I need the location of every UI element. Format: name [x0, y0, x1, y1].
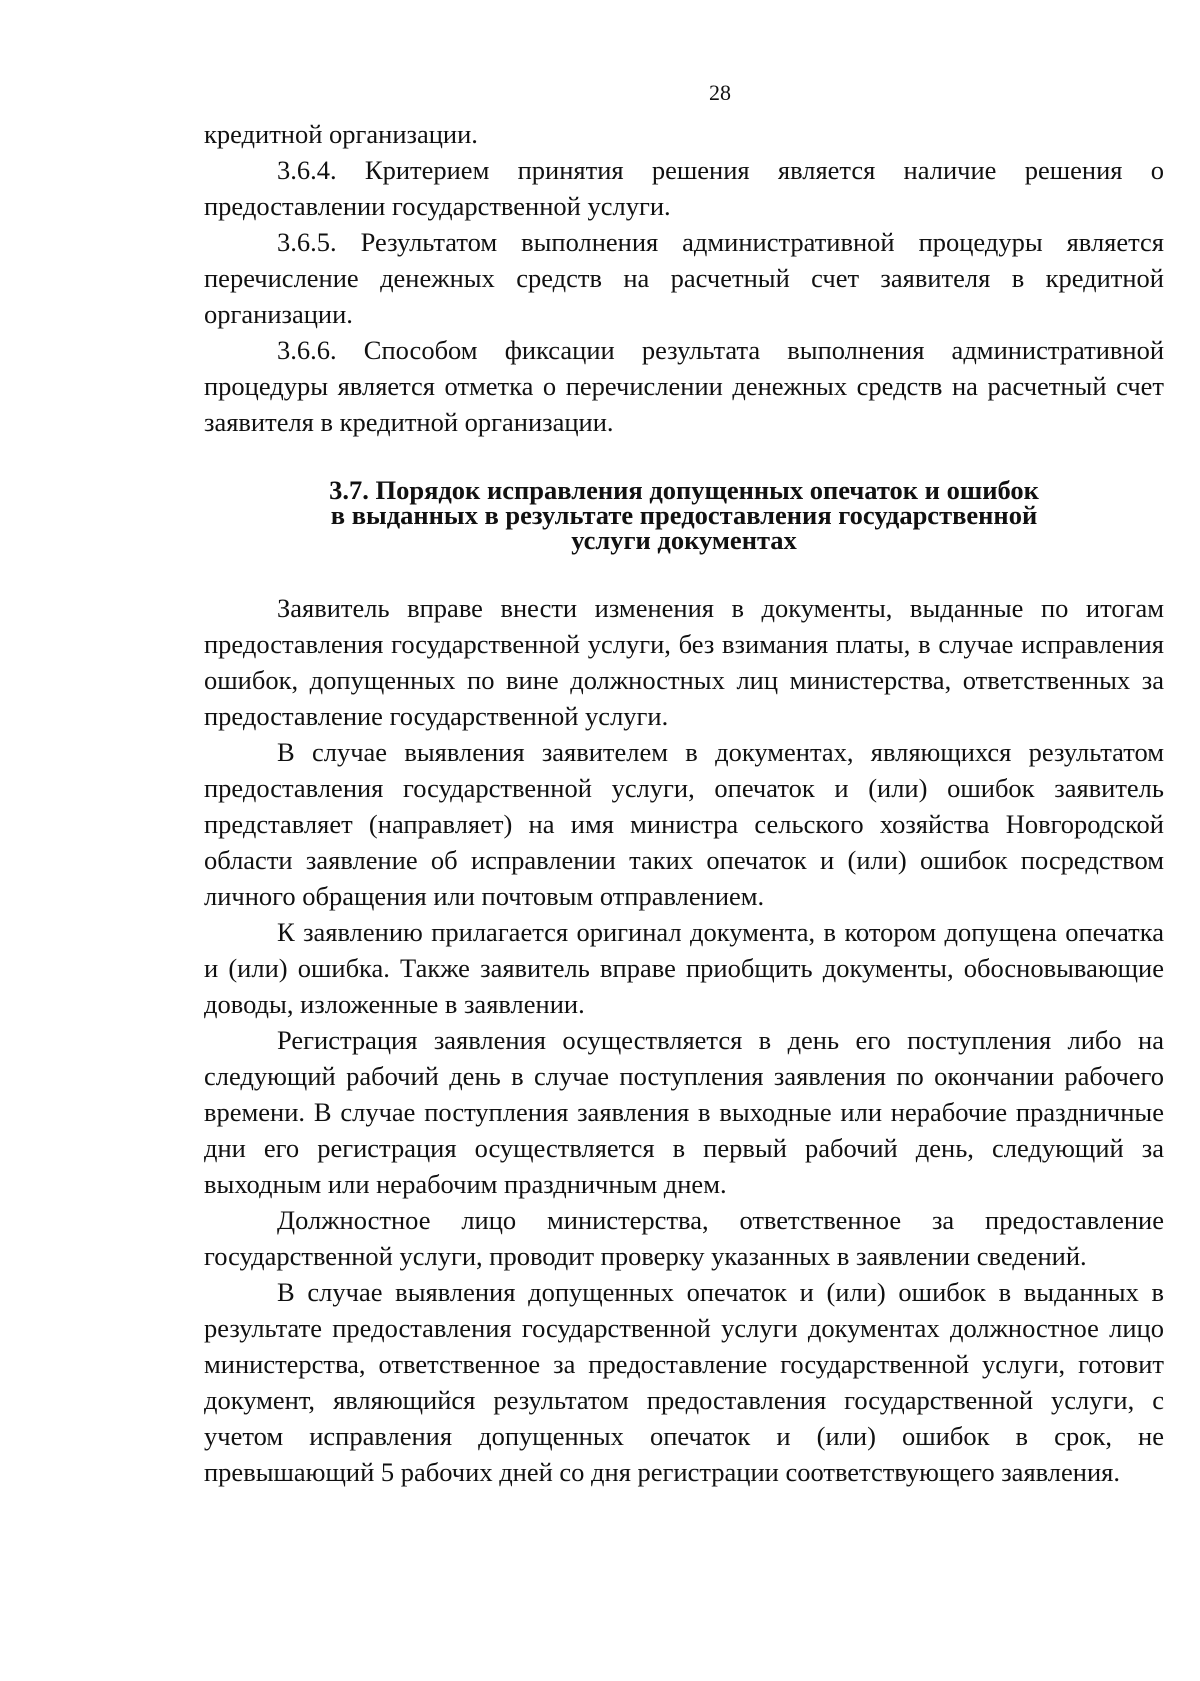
paragraph-registration: Регистрация заявления осуществляется в день его поступления либо на следующий рабочий день в случае поступления заявления по окончании рабочего времени. В случае поступления заявления в выходные или нерабочие праздничные дни его регистрация осуществляется в первый рабочий день, следующий за выходным или нерабочим праздничным днем. [204, 1025, 1164, 1199]
top-text-block [204, 116, 1164, 440]
paragraph-3-6-4: 3.6.4. Критерием принятия решения является наличие решения о предоставлении государственной услуги. [204, 155, 1164, 221]
section-body [204, 590, 1164, 1490]
paragraph-error-detection: В случае выявления заявителем в документах, являющихся результатом предоставления государственной услуги, опечаток и (или) ошибок заявитель представляет (направляет) на имя министра сельского хозяйства Новгородской области заявление об исправлении таких опечаток и (или) ошибок посредством личного обращения или почтовым отправлением. [204, 737, 1164, 911]
page-number: 28 [709, 80, 731, 105]
paragraph-3-6-6: 3.6.6. Способом фиксации результата выполнения административной процедуры является отметка о перечислении денежных средств на расчетный счет заявителя в кредитной организации. [204, 335, 1164, 437]
paragraph-correction-deadline: В случае выявления допущенных опечаток и (или) ошибок в выданных в результате предоставления государственной услуги документах должностное лицо министерства, ответственное за предоставление государственной услуги, готовит документ, являющийся результатом предоставления государственной услуги, с учетом исправления допущенных опечаток и (или) ошибок в срок, не превышающий 5 рабочих дней со дня регистрации соответствующего заявления. [204, 1277, 1164, 1487]
paragraph-continuation: кредитной организации. [204, 119, 478, 149]
paragraph-attachments: К заявлению прилагается оригинал документа, в котором допущена опечатка и (или) ошибка. Также заявитель вправе приобщить документы, обосновывающие доводы, изложенные в заявлении. [204, 917, 1164, 1019]
paragraph-verification: Должностное лицо министерства, ответственное за предоставление государственной услуги, проводит проверку указанных в заявлении сведений. [204, 1205, 1164, 1271]
section-heading-line: 3.7. Порядок исправления допущенных опечаток и ошибок [329, 475, 1039, 505]
section-heading-3-7 [204, 475, 1164, 555]
section-heading-line: услуги документах [571, 525, 797, 555]
section-heading-line: в выданных в результате предоставления государственной [330, 500, 1038, 530]
paragraph-right-to-change: Заявитель вправе внести изменения в документы, выданные по итогам предоставления государственной услуги, без взимания платы, в случае исправления ошибок, допущенных по вине должностных лиц министерства, ответственных за предоставление государственной услуги. [204, 593, 1164, 731]
paragraph-3-6-5: 3.6.5. Результатом выполнения административной процедуры является перечисление денежных средств на расчетный счет заявителя в кредитной организации. [204, 227, 1164, 329]
